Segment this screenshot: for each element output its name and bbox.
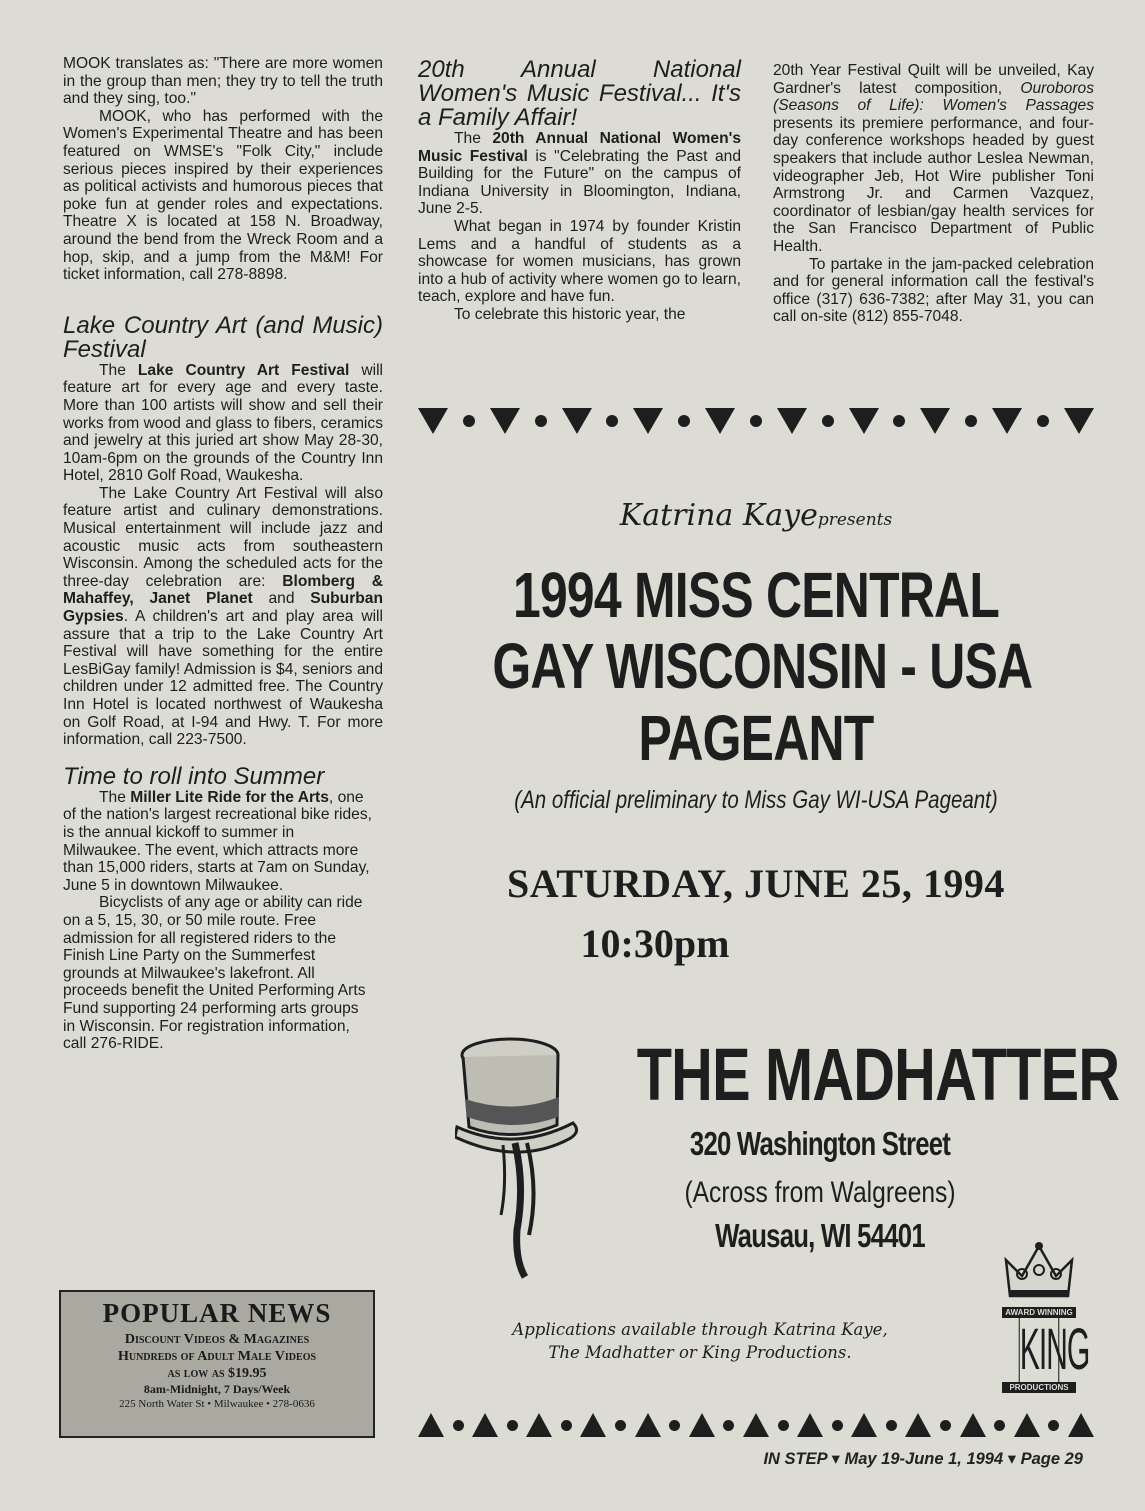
- dot-ornament: [778, 1420, 789, 1431]
- venue-city: Wausau, WI 54401: [715, 1217, 925, 1254]
- up-triangle-ornament: [743, 1413, 769, 1437]
- popular-news-price: as low as $19.95: [167, 1366, 267, 1381]
- column-middle: [418, 58, 741, 324]
- dot-ornament: [1037, 415, 1049, 427]
- up-triangle-ornament: [905, 1413, 931, 1437]
- dot-ornament: [994, 1420, 1005, 1431]
- popular-news-hours: 8am-Midnight, 7 Days/Week: [143, 1382, 291, 1396]
- pageant-subtitle: (An official preliminary to Miss Gay WI-USA Pageant): [514, 786, 998, 814]
- up-triangle-ornament: [418, 1413, 444, 1437]
- mook-paragraph-1: MOOK translates as: "There are more women in the group than men; they try to tell the truth and they sing, too.": [63, 55, 383, 108]
- festival-paragraph-3: To celebrate this historic year, the: [454, 305, 686, 323]
- dot-ornament: [965, 415, 977, 427]
- up-triangle-ornament: [797, 1413, 823, 1437]
- down-triangle-ornament: [490, 408, 520, 434]
- down-triangle-ornament: [705, 408, 735, 434]
- pageant-time: 10:30pm: [580, 921, 730, 966]
- up-triangle-ornament: [1068, 1413, 1094, 1437]
- summer-paragraph-2: Bicyclists of any age or ability can ride on a 5, 15, 30, or 50 mile route. Free admission for all registered riders to the Finish Line Party on the Summerfest grounds at Milwaukee's lakefront. All proceeds benefit the United Performing Arts Fund supporting 24 performing arts groups in Wisconsin. For registration information, call 276-RIDE.: [63, 894, 366, 1053]
- venue-name: THE MADHATTER: [636, 1033, 1120, 1116]
- down-triangle-ornament: [992, 408, 1022, 434]
- dot-ornament: [507, 1420, 518, 1431]
- page-footer: IN STEP ▾ May 19-June 1, 1994 ▾ Page 29: [763, 1450, 1083, 1468]
- down-triangle-ornament: [418, 408, 448, 434]
- pageant-date: SATURDAY, JUNE 25, 1994: [507, 861, 1005, 906]
- up-triangle-ornament: [689, 1413, 715, 1437]
- festival-paragraph-2: What began in 1974 by founder Kristin Lems and a handful of students as a showcase for women musicians, has grown into a hub of activity where women go to learn, teach, explore and have fun.: [418, 217, 741, 306]
- dot-ornament: [822, 415, 834, 427]
- popular-news-line-1: Discount Videos & Magazines: [124, 1332, 310, 1347]
- popular-news-title: POPULAR NEWS: [102, 1298, 332, 1328]
- up-triangle-ornament: [960, 1413, 986, 1437]
- down-triangle-ornament: [633, 408, 663, 434]
- dot-ornament: [606, 415, 618, 427]
- up-triangle-ornament: [472, 1413, 498, 1437]
- dot-ornament: [561, 1420, 572, 1431]
- festival-paragraph-1: The 20th Annual National Women's Music Festival is "Celebrating the Past and Building for the Future" on the campus of Indiana University in Bloomington, Indiana, June 2-5.: [418, 130, 741, 218]
- dot-ornament: [678, 415, 690, 427]
- dot-ornament: [535, 415, 547, 427]
- king-productions-logo: AWARD WINNING KING PRODUCTIONS: [1000, 1240, 1078, 1408]
- down-triangle-ornament: [1064, 408, 1094, 434]
- down-triangle-ornament: [920, 408, 950, 434]
- down-triangle-ornament: [777, 408, 807, 434]
- dot-ornament: [1048, 1420, 1059, 1431]
- summer-heading: Time to roll into Summer: [63, 762, 325, 790]
- up-triangle-ornament: [1014, 1413, 1040, 1437]
- pageant-presenter-line: Katrina Kayepresents: [619, 498, 893, 533]
- popular-news-ad: [59, 1290, 375, 1438]
- festival-paragraph-4: 20th Year Festival Quilt will be unveiled, Kay Gardner's latest composition, Ouroboros (Seasons of Life): Women's Passages presents its premiere performance, and four-day conference workshops headed by guest speakers that include author Leslea Newman, videographer Jeb, Hot Wire publisher Toni Armstrong Jr. and Carmen Vazquez, coordinator of lesbian/gay health services for the San Francisco Department of Public Health.: [773, 62, 1094, 255]
- dot-ornament: [750, 415, 762, 427]
- venue-street: 320 Washington Street: [689, 1125, 951, 1162]
- dot-ornament: [940, 1420, 951, 1431]
- dot-ornament: [615, 1420, 626, 1431]
- up-triangle-ornament: [635, 1413, 661, 1437]
- column-right: [773, 62, 1094, 326]
- popular-news-line-2: Hundreds of Adult Male Videos: [117, 1349, 317, 1364]
- column-left: [63, 55, 383, 1053]
- top-hat-illustration: [455, 1015, 590, 1280]
- top-ornament-border: [418, 404, 1094, 438]
- festival-paragraph-5: To partake in the jam-packed celebration and for general information call the festival's office (317) 636-7382; after May 31, you can call on-site (812) 855-7048.: [773, 255, 1094, 326]
- dot-ornament: [669, 1420, 680, 1431]
- crown-icon: [1002, 1240, 1076, 1302]
- dot-ornament: [453, 1420, 464, 1431]
- dot-ornament: [832, 1420, 843, 1431]
- lake-country-heading: Lake Country Art (and Music) Festival: [63, 311, 383, 363]
- popular-news-address: 225 North Water St • Milwaukee • 278-0636: [119, 1398, 315, 1410]
- dot-ornament: [893, 415, 905, 427]
- down-triangle-ornament: [562, 408, 592, 434]
- bottom-ornament-border: [418, 1410, 1094, 1440]
- dot-ornament: [886, 1420, 897, 1431]
- summer-paragraph-1: The Miller Lite Ride for the Arts, one of the nation's largest recreational bike rides, is the annual kickoff to summer in Milwaukee. The event, which attracts more than 15,000 riders, starts at 7am on Sunday, June 5 in downtown Milwaukee.: [63, 788, 372, 894]
- lake-paragraph-1: The Lake Country Art Festival will feature art for every age and every taste. More than 100 artists will show and sell their works from wood and glass to fibers, ceramics and jewelry at this juried art show May 28-30, 10am-6pm on the grounds of the Country Inn Hotel, 2810 Golf Road, Waukesha.: [63, 361, 384, 485]
- down-triangle-ornament: [849, 408, 879, 434]
- festival-heading: 20th Annual National Women's Music Festival... It's a Family Affair!: [418, 56, 741, 131]
- applications-note: Applications available through Katrina Kaye, The Madhatter or King Productions.: [512, 1320, 888, 1362]
- up-triangle-ornament: [526, 1413, 552, 1437]
- up-triangle-ornament: [580, 1413, 606, 1437]
- venue-landmark: (Across from Walgreens): [684, 1176, 956, 1209]
- lake-paragraph-2: The Lake Country Art Festival will also feature artist and culinary demonstrations. Musical entertainment will include jazz and acoustic music acts from southeastern Wisconsin. Among the scheduled acts for the three-day celebration are: Blomberg & Mahaffey, Janet Planet and Suburban Gypsies. A children's art and play area will assure that a trip to the Lake Country Art Festival will have something for the entire LesBiGay family! Admission is $4, seniors and children under 12 admitted free. The Country Inn Hotel is located northwest of Waukesha on Golf Road, at I-94 and Hwy. T. For more information, call 223-7500.: [63, 484, 384, 749]
- mook-paragraph-2: MOOK, who has performed with the Women's Experimental Theatre and has been featured on WMSE's "Folk City," include serious pieces inspired by their experiences as political activists and humorous pieces that poke fun at gender roles and expectations. Theatre X is located at 158 N. Broadway, around the bend from the Wreck Room and a hop, skip, and a jump from the M&M! For ticket information, call 278-8898.: [63, 107, 383, 284]
- up-triangle-ornament: [851, 1413, 877, 1437]
- pageant-title: 1994 MISS CENTRAL GAY WISCONSIN - USA PAGEANT: [492, 559, 1033, 774]
- dot-ornament: [723, 1420, 734, 1431]
- dot-ornament: [463, 415, 475, 427]
